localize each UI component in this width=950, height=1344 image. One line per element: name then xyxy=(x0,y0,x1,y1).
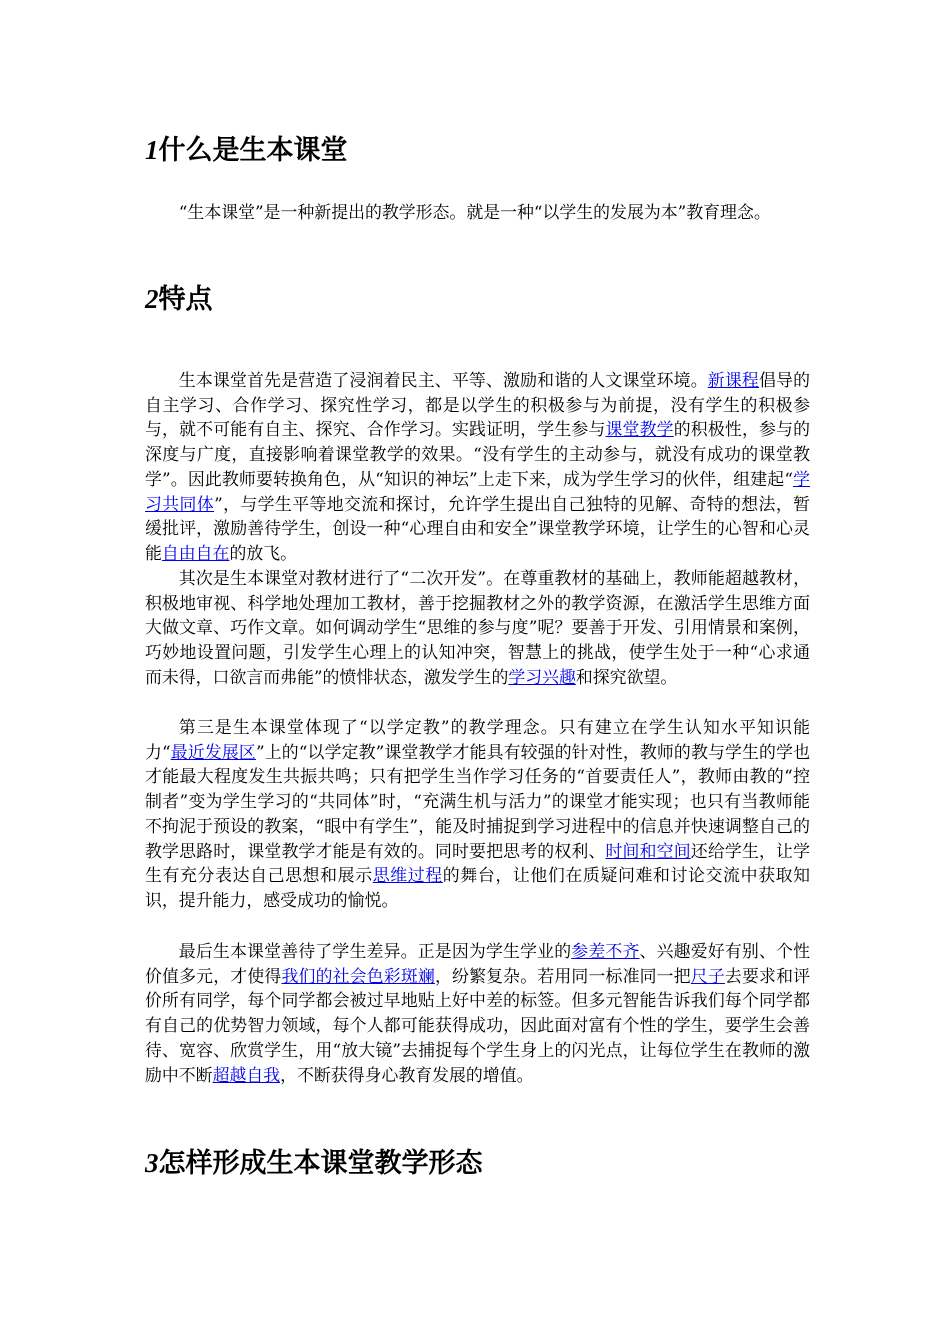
link-surpass-self[interactable]: 超越自我 xyxy=(212,1064,281,1085)
paragraph-environment xyxy=(145,368,810,566)
section-number: 2 xyxy=(145,284,159,314)
text-segment: 生本课堂首先是营造了浸润着民主、平等、激励和谐的人文课堂环境。 xyxy=(178,370,708,390)
text-segment: 、兴趣爱好有别、个性价值多元，才使得 xyxy=(145,941,811,986)
paragraph-student-differences xyxy=(145,939,810,1087)
section-heading-1 xyxy=(145,133,348,168)
section-title: 怎样形成生本课堂教学形态 xyxy=(158,1148,483,1179)
text-segment: 第三是生本课堂体现了“以学定教”的教学理念。只有建立在学生认知水平知识能力“ xyxy=(145,717,810,762)
text-segment: ”，与学生平等地交流和探讨，允许学生提出自己独特的见解、奇特的想法，暂缓批评，激励善待学生，创设一种“心理自由和安全”课堂教学环境，让学生的心智和心灵能 xyxy=(145,493,810,563)
link-colorful-society[interactable]: 我们的社会色彩斑斓 xyxy=(281,965,435,986)
intro-paragraph: “生本课堂”是一种新提出的教学形态。就是一种“以学生的发展为本”教育理念。 xyxy=(178,202,771,222)
paragraph-learning-based-teaching xyxy=(145,715,810,913)
link-freedom[interactable]: 自由自在 xyxy=(161,542,230,563)
link-ruler[interactable]: 尺子 xyxy=(690,965,725,986)
text-segment: ，不断获得身心教育发展的增值。 xyxy=(280,1064,534,1085)
text-segment: 倡导的自主学习、合作学习、探究性学习，都是以学生的积极参与为前提，没有学生的积极参与，就不可能有自主、探究、合作学习。实践证明，学生参与 xyxy=(145,370,811,440)
section-title: 特点 xyxy=(158,284,213,315)
text-segment: 去要求和评价所有同学，每个同学都会被过早地贴上好中差的标签。但多元智能告诉我们每个同学都有自己的优势智力领域，每个人都可能获得成功，因此面对富有个性的学生，要学生会善待、宽容、欣赏学生，用“放大镜”去捕捉每个学生身上的闪光点，让每位学生在教师的激励中不断 xyxy=(145,965,811,1085)
section-number: 3 xyxy=(145,1148,159,1178)
text-segment: 的积极性，参与的深度与广度，直接影响着课堂教学的效果。“没有学生的主动参与，就没有成功的课堂教学”。因此教师要转换角色，从“知识的神坛”上走下来，成为学生学习的伙伴，组建起“ xyxy=(145,419,811,489)
link-new-curriculum[interactable]: 新课程 xyxy=(707,370,759,390)
section-heading-2 xyxy=(145,282,213,317)
link-time-and-space[interactable]: 时间和空间 xyxy=(605,840,691,861)
section-number: 1 xyxy=(145,135,159,165)
text-segment: 的放飞。 xyxy=(229,542,298,563)
text-segment: 其次是生本课堂对教材进行了“二次开发”。在尊重教材的基础上，教师能超越教材，积极地审视、科学地处理加工教材，善于挖掘教材之外的教学资源，在激活学生思维方面大做文章、巧作文章。如何调动学生“思维的参与度”呢？要善于开发、引用情景和案例，巧妙地设置问题，引发学生心理上的认知冲突，智慧上的挑战，使学生处于一种“心求通而未得，口欲言而弗能”的愤悱状态，激发学生的 xyxy=(145,568,810,687)
text-segment: 还给学生，让学生有充分表达自己思想和展示 xyxy=(145,840,811,886)
link-classroom-teaching[interactable]: 课堂教学 xyxy=(605,419,674,440)
link-thinking-process[interactable]: 思维过程 xyxy=(372,865,443,886)
text-segment: 的舞台，让他们在质疑问难和讨论交流中获取知识，提升能力，感受成功的愉悦。 xyxy=(145,865,811,910)
text-segment: ”上的“以学定教”课堂教学才能具有较强的针对性，教师的教与学生的学也才能最大程度发生共振共鸣；只有把学生当作学习任务的“首要责任人”，教师由教的“控制者”变为学生学习的“共同体”时，“充满生机与活力”的课堂才能实现；也只有当教师能不拘泥于预设的教案，“眼中有学生”，能及时捕捉到学习进程中的信息并快速调整自己的教学思路时，课堂教学才能是有效的。同时要把思考的权利、 xyxy=(145,741,811,861)
section-title: 什么是生本课堂 xyxy=(158,135,348,166)
section-heading-3 xyxy=(145,1146,483,1181)
text-segment: 和探究欲望。 xyxy=(575,666,678,687)
link-zone-of-proximal-development[interactable]: 最近发展区 xyxy=(170,741,256,762)
link-learning-interest[interactable]: 学习兴趣 xyxy=(508,666,576,687)
text-segment: ，纷繁复杂。若用同一标准同一把 xyxy=(434,965,691,986)
text-segment: 最后生本课堂善待了学生差异。正是因为学生学业的 xyxy=(178,941,572,961)
link-learning-community[interactable]: 学习共同体 xyxy=(145,468,810,514)
paragraph-textbook xyxy=(145,566,810,690)
link-uneven[interactable]: 参差不齐 xyxy=(571,941,640,961)
